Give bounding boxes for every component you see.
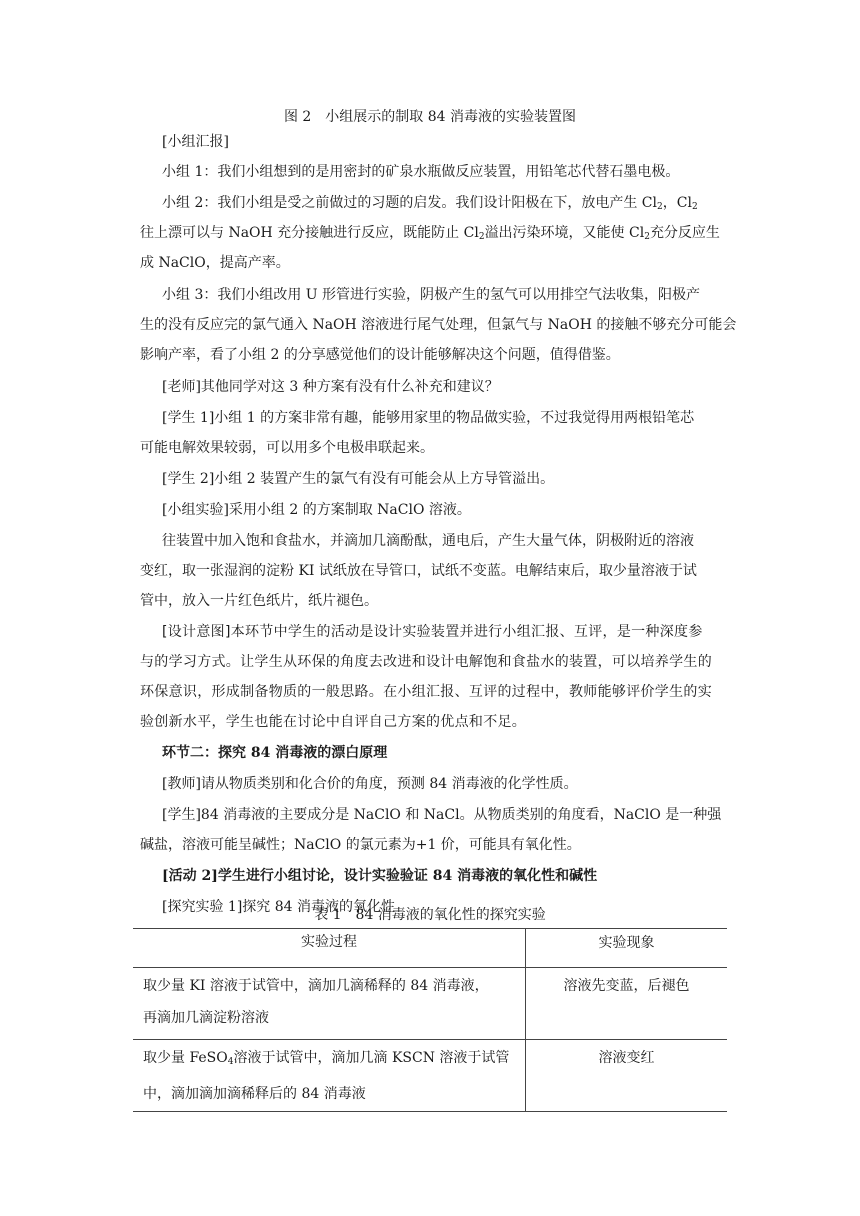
- table-cell-process: 取少量 KI 溶液于试管中，滴加几滴稀释的 84 消毒液， 再滴加几滴淀粉溶液: [133, 968, 526, 1040]
- group2-report-line1: 小组 2：我们小组是受之前做过的习题的启发。我们设计阳极在下，放电产生 $Cl_2$，$Cl_2$: [162, 195, 698, 212]
- table-row: [133, 968, 727, 1040]
- teacher-question: [老师]其他同学对这 3 种方案有没有什么补充和建议？: [162, 379, 499, 395]
- design-intent-line4: 验创新水平，学生也能在讨论中自评自己方案的优点和不足。: [140, 714, 527, 730]
- design-intent-line3: 环保意识，形成制备物质的一般思路。在小组汇报、互评的过程中，教师能够评价学生的实: [140, 684, 712, 700]
- table-cell-result: 溶液变红: [526, 1040, 728, 1112]
- table-row: [133, 1040, 727, 1112]
- report-heading: [小组汇报]: [162, 134, 229, 150]
- group2-report-line3: 成 NaClO，提高产率。: [140, 255, 290, 271]
- group3-report-line1: 小组 3：我们小组改用 U 形管进行实验，阴极产生的氢气可以用排空气法收集，阳极产: [162, 287, 701, 303]
- table-header-row: [133, 929, 727, 968]
- student-answer-line1: [学生]84 消毒液的主要成分是 NaClO 和 NaCl。从物质类别的角度看，NaClO 是一种强: [162, 807, 722, 823]
- explore-heading: [探究实验 1]探究 84 消毒液的氧化性: [162, 899, 395, 915]
- group3-report-line2: 生的没有反应完的氯气通入 NaOH 溶液进行尾气处理，但氯气与 NaOH 的接触不够充分可能会: [140, 317, 737, 333]
- student1-line2: 可能电解效果较弱，可以用多个电极串联起来。: [140, 440, 434, 456]
- student2-comment: [学生 2]小组 2 装置产生的氯气有没有可能会从上方导管溢出。: [162, 471, 555, 487]
- student1-line1: [学生 1]小组 1 的方案非常有趣，能够用家里的物品做实验，不过我觉得用两根铅笔芯: [162, 410, 695, 426]
- teacher-prompt: [教师]请从物质类别和化合价的角度，预测 84 消毒液的化学性质。: [162, 776, 578, 792]
- section-heading: 环节二：探究 84 消毒液的漂白原理: [162, 745, 388, 761]
- design-intent-line2: 与的学习方式。让学生从环保的角度去改进和设计电解饱和食盐水的装置，可以培养学生的: [140, 654, 712, 670]
- student-answer-line2: 碱盐，溶液可能呈碱性；NaClO 的氯元素为+1 价，可能具有氧化性。: [140, 837, 581, 853]
- table-header-result: 实验现象: [526, 929, 728, 968]
- activity-heading: [活动 2]学生进行小组讨论，设计实验验证 84 消毒液的氧化性和碱性: [162, 868, 598, 884]
- figure-caption: 图 2 小组展示的制取 84 消毒液的实验装置图: [283, 109, 577, 125]
- table-header-process: 实验过程: [133, 929, 526, 968]
- procedure-line1: 往装置中加入饱和食盐水，并滴加几滴酚酞，通电后，产生大量气体，阴极附近的溶液: [162, 533, 694, 549]
- table-cell-process: 取少量 FeSO$_4$溶液于试管中，滴加几滴 KSCN 溶液于试管 中，滴加滴加滴稀释后的 84 消毒液: [133, 1040, 526, 1112]
- design-intent-line1: [设计意图]本环节中学生的活动是设计实验装置并进行小组汇报、互评，是一种深度参: [162, 624, 703, 640]
- procedure-line2: 变红，取一张湿润的淀粉 KI 试纸放在导管口，试纸不变蓝。电解结束后，取少量溶液于试: [140, 563, 697, 579]
- experiment-table: [133, 928, 727, 1112]
- group1-report: 小组 1：我们小组想到的是用密封的矿泉水瓶做反应装置，用铅笔芯代替石墨电极。: [162, 164, 680, 180]
- group-experiment: [小组实验]采用小组 2 的方案制取 NaClO 溶液。: [162, 502, 471, 518]
- group3-report-line3: 影响产率，看了小组 2 的分享感觉他们的设计能够解决这个问题，值得借鉴。: [140, 347, 620, 363]
- procedure-line3: 管中，放入一片红色纸片，纸片褪色。: [140, 593, 378, 609]
- table-cell-result: 溶液先变蓝，后褪色: [526, 968, 728, 1040]
- group2-report-line2: 往上漂可以与 NaOH 充分接触进行反应，既能防止 $Cl_2$溢出污染环境，又能使 $Cl_2$充分反应生: [140, 225, 720, 242]
- table-caption: 表 1 84 消毒液的氧化性的探究实验: [314, 907, 546, 923]
